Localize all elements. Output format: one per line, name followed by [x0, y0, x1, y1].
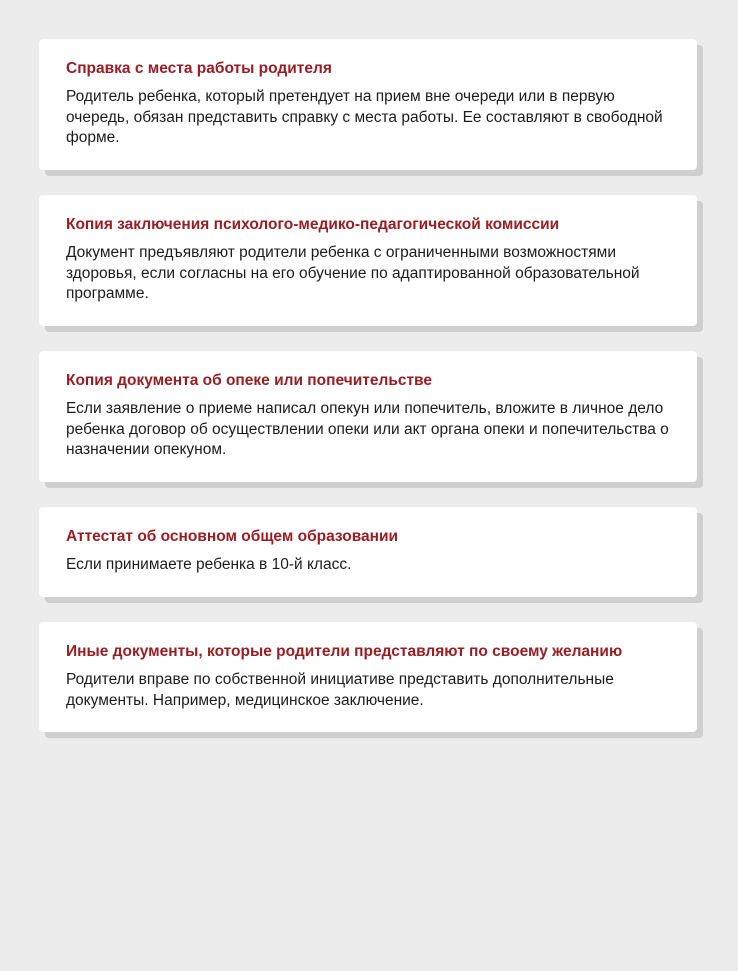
card-text: Родитель ребенка, который претендует на прием вне очереди или в первую очередь, обязан представить справку с места работы. Ее составляют в свободной форме. [66, 88, 663, 146]
card-title: Иные документы, которые родители представляют по своему желанию [66, 643, 623, 660]
document-card [39, 622, 697, 732]
document-card [39, 507, 697, 597]
document-card [39, 195, 697, 326]
card-title: Аттестат об основном общем образовании [66, 528, 399, 545]
card-text: Если заявление о приеме написал опекун или попечитель, вложите в личное дело ребенка договор об осуществлении опеки или акт органа опеки и попечительства о назначении опекуном. [66, 400, 669, 458]
document-card [39, 39, 697, 170]
card-title: Копия заключения психолого-медико-педагогической комиссии [66, 216, 560, 233]
card-title: Копия документа об опеке или попечительстве [66, 372, 433, 389]
card-text: Если принимаете ребенка в 10-й класс. [66, 556, 352, 573]
card-text: Родители вправе по собственной инициативе представить дополнительные документы. Например, медицинское заключение. [66, 671, 614, 709]
card-text: Документ предъявляют родители ребенка с ограниченными возможностями здоровья, если согласны на его обучение по адаптированной образовательной программе. [66, 244, 640, 302]
document-card [39, 351, 697, 482]
card-title: Справка с места работы родителя [66, 60, 332, 77]
